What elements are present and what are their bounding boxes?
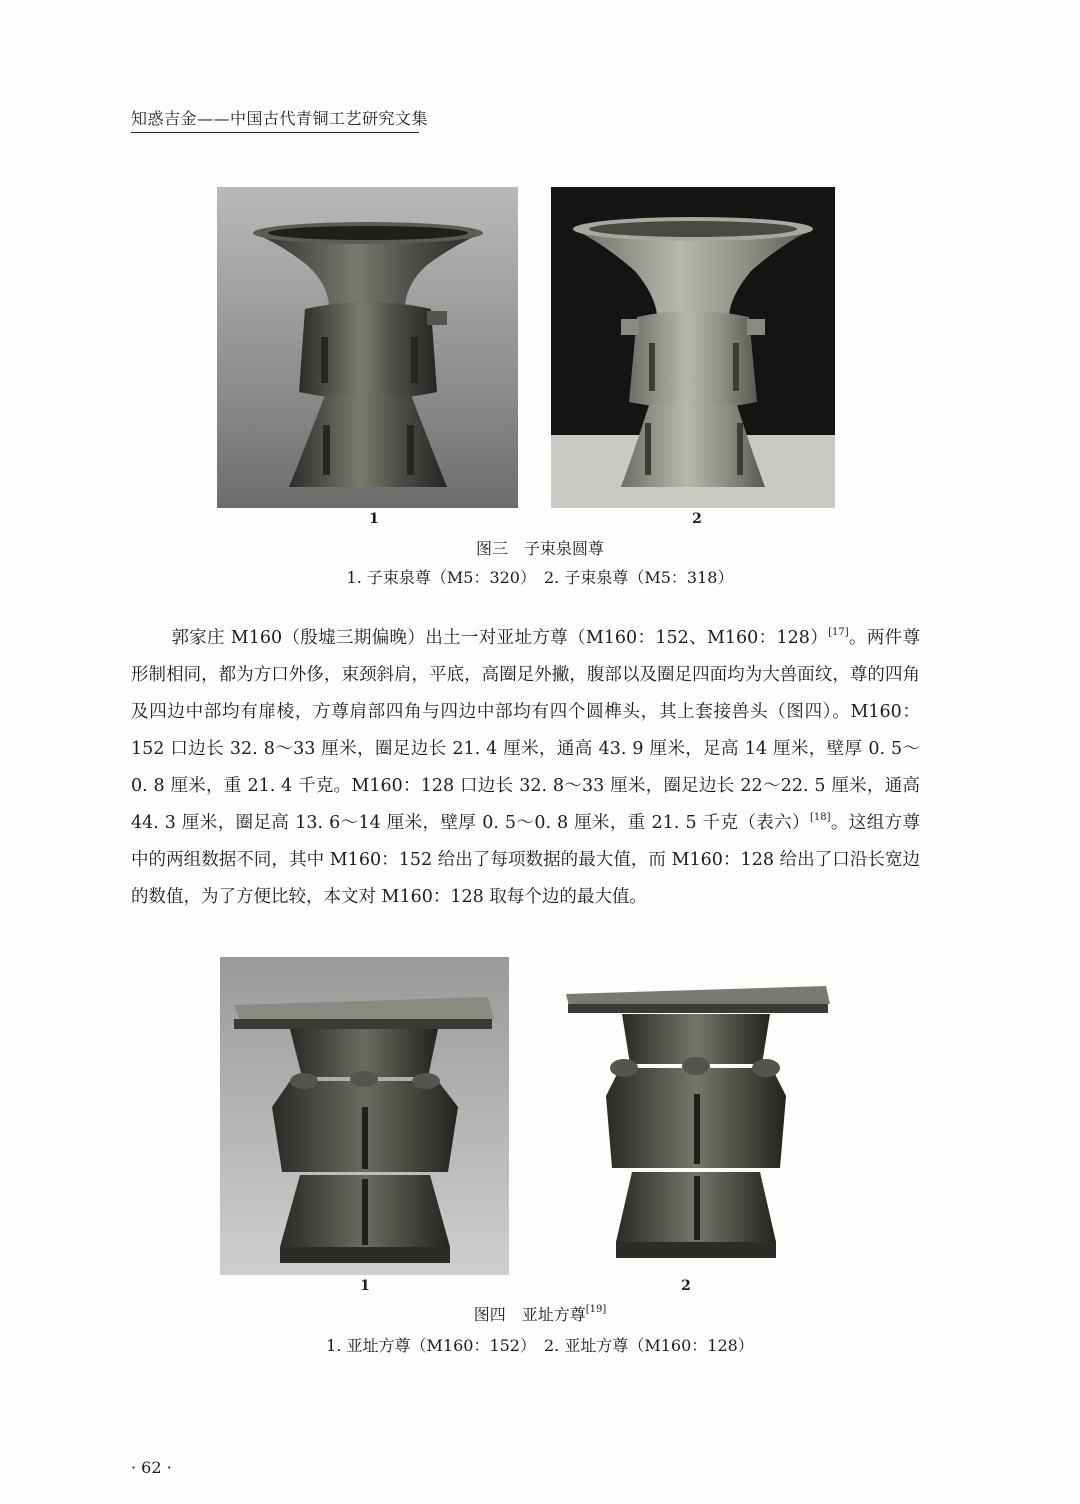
body-text-3: 。这组方尊中的两组数据不同，其中 M160：152 给出了每项数据的最大值，而 M160：128 给出了口沿长宽边的数值，为了方便比较，本文对 M160：128 取每个边的最大值。 <box>131 813 921 907</box>
figure4-title <box>0 1302 1080 1325</box>
fig4-plate-label-1: 1 <box>360 1278 370 1294</box>
figure4-subcaption: 1. 亚址方尊（M160：152） 2. 亚址方尊（M160：128） <box>326 1336 754 1355</box>
page-number: · 62 · <box>131 1458 172 1477</box>
header-rule <box>131 132 419 133</box>
footnote-ref-19: [19] <box>585 1304 607 1315</box>
running-head: 知惑吉金——中国古代青铜工艺研究文集 <box>131 109 429 128</box>
fig3-plate-label-1: 1 <box>369 511 379 527</box>
figure4-title-text: 图四 亚址方尊 <box>473 1305 586 1324</box>
zun-photo-m5-320 <box>217 187 518 508</box>
zun-photo-m5-318 <box>551 187 835 508</box>
fangzun-photo-m160-152 <box>220 957 509 1275</box>
figure3-subcaption: 1. 子束泉尊（M5：320） 2. 子束泉尊（M5：318） <box>346 568 734 587</box>
figure3-title: 图三 子束泉圆尊 <box>475 539 604 558</box>
body-text-1: 郭家庄 M160（殷墟三期偏晚）出土一对亚址方尊（M160：152、M160：128） <box>171 628 829 648</box>
fangzun-photo-m160-128 <box>560 980 834 1278</box>
footnote-ref-18: [18] <box>809 812 831 823</box>
footnote-ref-17: [17] <box>828 627 849 638</box>
body-paragraph <box>131 620 920 916</box>
fig3-plate-label-2: 2 <box>692 511 702 527</box>
fig4-plate-label-2: 2 <box>681 1278 691 1294</box>
body-text-2: 。两件尊形制相同，都为方口外侈，束颈斜肩，平底，高圈足外撇，腹部以及圈足四面均为大兽面纹，尊的四角及四边中部均有扉棱，方尊肩部四角与四边中部均有四个圆榫头，其上套接兽头（图四）。M160：152 口边长 32. 8～33 厘米，圈足边长 21. 4 厘米，通高 43. 9 厘米，足高 14 厘米，壁厚 0. 5～0. 8 厘米，重 21. 4 千克。M160：128 口边长 32. 8～33 厘米，圈足边长 22～22. 5 厘米，通高 44. 3 厘米，圈足高 13. 6～14 厘米，壁厚 0. 5～0. 8 厘米，重 21. 5 千克（表六） <box>131 628 921 833</box>
